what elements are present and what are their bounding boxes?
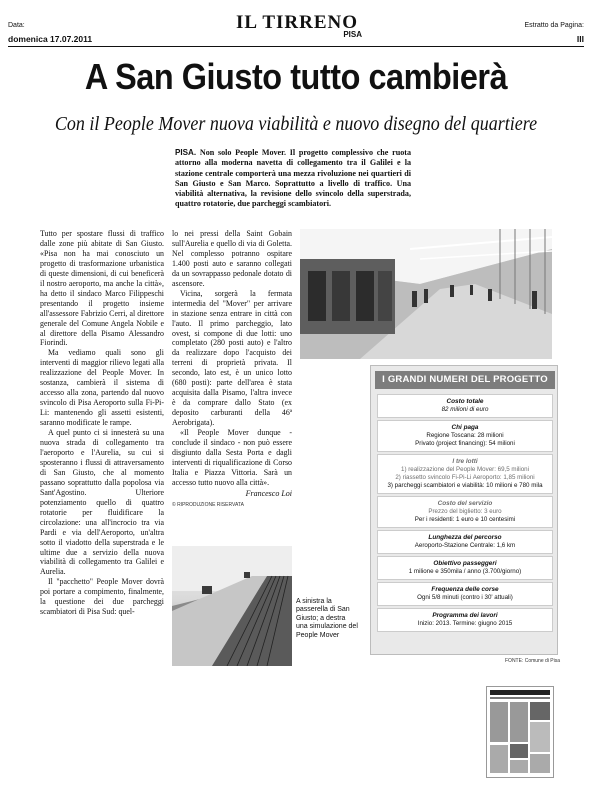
lead-tag: PISA. [175, 148, 197, 157]
photo-caption: A sinistra la passerella di San Giusto; a destra una simulazione del People Mover [296, 598, 358, 639]
copyright-notice: © RIPRODUZIONE RISERVATA [172, 501, 244, 508]
stat-passengers [377, 556, 553, 580]
stat-line: Privato (project financing): 54 milioni [415, 440, 515, 447]
stat-line: Prezzo del biglietto: 3 euro [428, 508, 502, 515]
paragraph: lo nei pressi della Saint Gobain sull'Aurelia e quello di via di Goletta. Nel complesso potranno ospitare 1.400 posti auto e saranno collegati da un sovrappasso pedonale dotato di ascensore. [172, 229, 292, 288]
paragraph: A quel punto ci si innesterà su una nuova strada di collegamento tra l'aeroporto e l'Aurelia, su cui si sposteranno i flussi di attraversamento di San Giusto, che al momento passano soprattutto dalla popolosa via Sant'Agostino. Ulteriore potenziamento quello di quattro rotatorie per fluidificare la circolazione: una all'incrocio tra via Pardi e via dell'Aeroporto, un'altra sotto il viadotto della superstrada e le ultime due a servizio della nuova viabilità di collegamento tra Galilei e Aurelia. [40, 428, 164, 577]
project-numbers-infobox [370, 365, 558, 655]
header-divider [8, 46, 584, 47]
edition-name: PISA [343, 30, 362, 39]
article-column-1 [40, 229, 164, 617]
infobox-source: FONTE: Comune di Pisa [505, 658, 561, 664]
stat-who-pays [377, 420, 553, 452]
stat-total-cost [377, 394, 553, 418]
san-giusto-footbridge-image [172, 546, 292, 666]
article-lead [175, 148, 411, 210]
stat-title: Obiettivo passeggeri [433, 560, 497, 567]
paragraph: Vicina, sorgerà la fermata intermedia del "Mover" per arrivare in stazione senza entrare in città con l'auto. Il primo parcheggio, lato ovest, si compone di due lotti: uno completato (280 posti auto) e l'altro da realizzare dopo l'acquisto dei terreni di proprietà privata. Il secondo, lato est, è un unico lotto (680 posti): parte dell'area è stata acquisita dalla Pisamo, l'altra invece è da comprare dallo Stato (ex deposito carburanti della 46ª Aerobrigata). [172, 288, 292, 428]
infobox-title: I GRANDI NUMERI DEL PROGETTO [382, 374, 548, 385]
stat-title: Chi paga [451, 424, 479, 431]
stat-work-schedule [377, 608, 553, 632]
paragraph: Il "pacchetto" People Mover dovrà poi portare a compimento, finalmente, la questione dei due parcheggi scambiatori di Pisa Sud: quel- [40, 577, 164, 617]
page-label: Estratto da Pagina: [524, 22, 584, 29]
stat-title: Frequenza delle corse [431, 586, 499, 593]
stat-line: Inizio: 2013. Termine: giugno 2015 [417, 620, 513, 627]
article-column-2 [172, 229, 292, 511]
stat-title: Costo totale [446, 398, 484, 405]
article-headline: A San Giusto tutto cambierà [84, 56, 508, 97]
page-thumbnail-image [486, 686, 554, 778]
stat-service-cost [377, 496, 553, 528]
stat-line: 82 milioni di euro [441, 406, 489, 413]
stat-line: 1) realizzazione del People Mover: 69,5 milioni [401, 466, 529, 473]
paragraph: Tutto per spostare flussi di traffico dalle zone più abitate di San Giusto. «Pisa non ha mai conosciuto un progetto di trasformazione urbanistica di queste dimensioni, di cui beneficerà il nostro aeroporto, ma anche la città», ha detto il sindaco Marco Filippeschi presentando il progetto insieme all'assessore Fabrizio Cerri, al direttore generale del Comune Angela Nobile e al direttore della Pisamo Alessandro Fiorindi. [40, 229, 164, 348]
stat-line: 3) parcheggi scambiatori e viabilità: 10 milioni e 780 mila [387, 482, 543, 489]
stat-title: Lunghezza del percorso [428, 534, 502, 541]
newspaper-name: IL TIRRENO [235, 12, 359, 33]
stat-line: Ogni 5/8 minuti (contro i 30' attuali) [417, 594, 513, 601]
lead-text: Non solo People Mover. Il progetto complessivo che ruota attorno alla moderna navetta di collegamento tra il Galilei e la stazione centrale comporterà una mezza rivoluzione nei quartieri di San Giusto e San Marco. Soprattutto a livello di traffico. Una viabilità alternativa, la revisione dello svincolo della superstrada, quattro rotatorie, due parcheggi scambiatori. [175, 148, 411, 209]
stat-frequency [377, 582, 553, 606]
stat-line: 2) riassetto svincolo Fi-Pi-Li Aeroporto: 1,85 milioni [395, 474, 535, 481]
stat-line: Regione Toscana: 28 milioni [426, 432, 504, 439]
paragraph: Ma vediamo quali sono gli interventi di maggior rilievo legati alla realizzazione del People Mover. In sostanza, cambierà il sistema di accesso alla zona, partendo dal nuovo svincolo di Pisa Aeroporto sulla Fi-Pi-Li: mantenendo gli assetti esistenti, saranno modificate le rampe. [40, 348, 164, 428]
paragraph: «Il People Mover dunque - conclude il sindaco - non può essere disgiunto dalla Sesta Porta e dagli interventi di riqualificazione di Corso Italia e Piazza Vittoria. Sarà un accesso tutto nuovo alla città». [172, 428, 292, 487]
stat-line: Per i residenti: 1 euro e 10 centesimi [414, 516, 516, 523]
page-value: III [576, 34, 584, 44]
article-author: Francesco Loi [245, 488, 292, 498]
stat-title: Costo del servizio [437, 500, 493, 507]
stat-three-lots [377, 454, 553, 494]
stat-route-length [377, 530, 553, 554]
stat-line: Aeroporto-Stazione Centrale: 1,6 km [414, 542, 516, 549]
newspaper-masthead [232, 14, 362, 39]
article-subheadline: Con il People Mover nuova viabilità e nuovo disegno del quartiere [54, 113, 538, 135]
stat-title: Programma dei lavori [432, 612, 498, 619]
date-value: domenica 17.07.2011 [8, 34, 93, 44]
stat-title: I tre lotti [452, 458, 478, 465]
date-label: Data: [8, 22, 25, 29]
people-mover-simulation-image [300, 229, 552, 359]
stat-line: 1 milione e 350mila / anno (3.700/giorno) [408, 568, 522, 575]
